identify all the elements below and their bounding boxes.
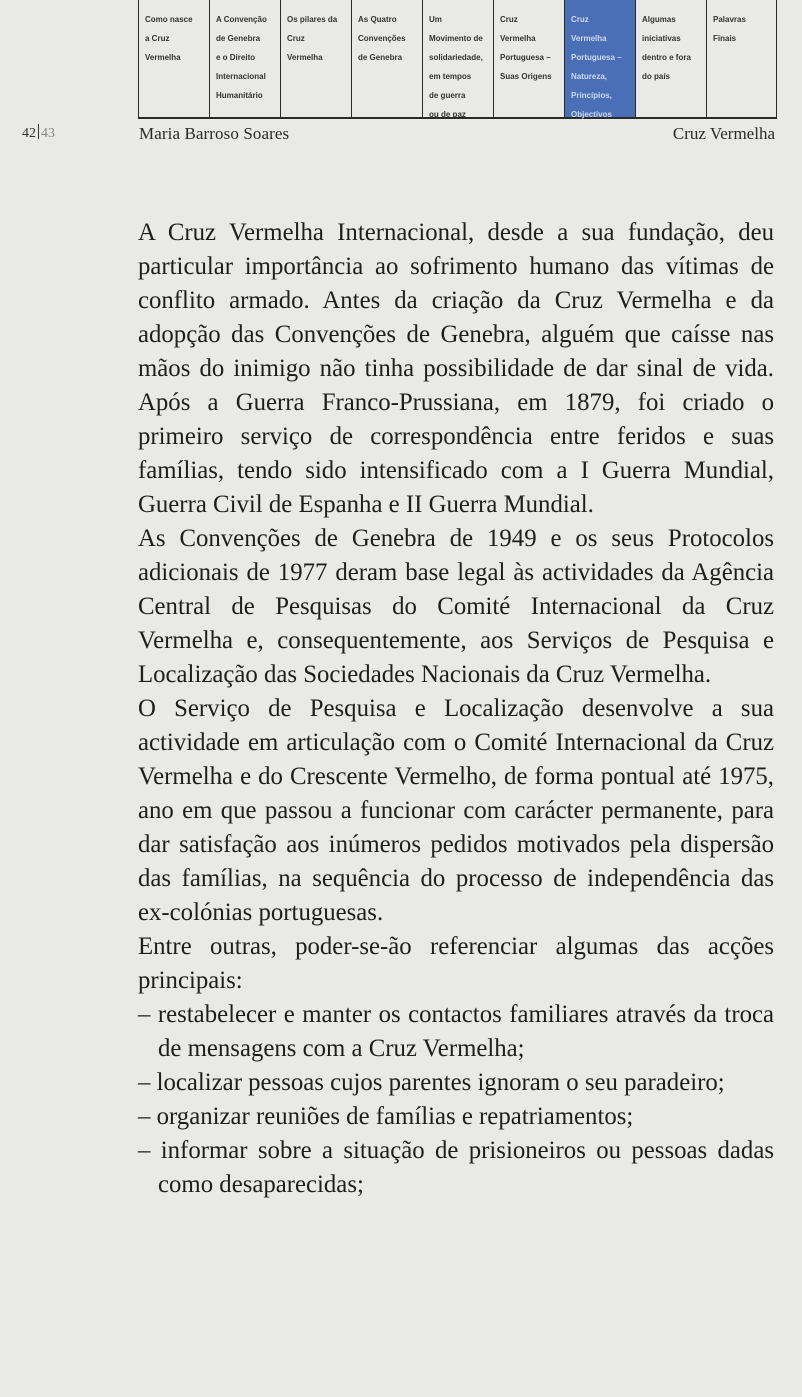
nav-tab-line: ou de paz [429, 110, 466, 119]
section-title: Cruz Vermelha [672, 124, 775, 143]
page-number-right: 43 [41, 126, 55, 141]
nav-tab-line: Natureza, [571, 72, 608, 81]
nav-tab-palavras-finais[interactable] [706, 0, 777, 117]
nav-tab-line: iniciativas [642, 34, 681, 43]
nav-tab-line: Cruz [571, 15, 589, 24]
nav-tab-line: Palavras [713, 15, 746, 24]
nav-tab-line: Princípios, [571, 91, 612, 100]
nav-tab-line: e o Direito [216, 53, 256, 62]
nav-tab-como-nasce[interactable] [138, 0, 209, 117]
nav-tab-origens[interactable] [493, 0, 564, 117]
nav-tab-line: em tempos [429, 72, 472, 81]
nav-tab-line: Vermelha [287, 53, 323, 62]
nav-tab-convencao-genebra[interactable] [209, 0, 280, 117]
nav-tab-line: Internacional [216, 72, 266, 81]
body-text [138, 216, 774, 1202]
nav-tab-line: Portuguesa – [571, 53, 622, 62]
page-number [22, 124, 55, 142]
list-item: – organizar reuniões de famílias e repatriamentos; [138, 1103, 634, 1130]
nav-tab-line: Objectivos [571, 110, 612, 119]
nav-tab-line: Cruz [500, 15, 518, 24]
nav-tab-line: Suas Origens [500, 72, 552, 81]
nav-tab-line: do país [642, 72, 671, 81]
nav-tab-line: Vermelha [571, 34, 607, 43]
nav-tab-line: Como nasce [145, 15, 193, 24]
nav-tab-line: Movimento de [429, 34, 483, 43]
author-name: Maria Barroso Soares [139, 124, 290, 143]
nav-tab-natureza-active[interactable] [564, 0, 635, 117]
paragraph: O Serviço de Pesquisa e Localização desenvolve a sua actividade em articulação com o Comité Internacional da Cruz Vermelha e do Crescente Vermelho, de forma pontual até 1975, ano em que passou a funcionar com carácter permanente, para dar satisfação aos inúmeros pedidos motivados pela dispersão das famílias, na sequência do processo de independência das ex-colónias portuguesas. [138, 695, 774, 926]
nav-tab-line: de Genebra [216, 34, 261, 43]
chapter-nav-table [138, 0, 777, 119]
nav-tab-line: Os pilares da [287, 15, 338, 24]
nav-tab-line: Humanitário [216, 91, 263, 100]
paragraph: Entre outras, poder-se-ão referenciar algumas das acções principais: [138, 933, 774, 994]
nav-tab-line: de guerra [429, 91, 466, 100]
nav-tab-line: As Quatro [358, 15, 397, 24]
nav-tab-pilares[interactable] [280, 0, 351, 117]
nav-tab-line: Vermelha [145, 53, 181, 62]
nav-tab-iniciativas[interactable] [635, 0, 706, 117]
nav-tab-line: A Convenção [216, 15, 267, 24]
paragraph: A Cruz Vermelha Internacional, desde a sua fundação, deu particular importância ao sofrimento humano das vítimas de conflito armado. Antes da criação da Cruz Vermelha e da adopção das Convenções de Genebra, alguém que caísse nas mãos do inimigo não tinha possibilidade de dar sinal de vida. Após a Guerra Franco-Prussiana, em 1879, foi criado o primeiro serviço de correspondência entre feridos e suas famílias, tendo sido intensificado com a I Guerra Mundial, Guerra Civil de Espanha e II Guerra Mundial. [138, 219, 774, 518]
nav-tab-line: solidariedade, [429, 53, 483, 62]
paragraph: As Convenções de Genebra de 1949 e os seus Protocolos adicionais de 1977 deram base legal às actividades da Agência Central de Pesquisas do Comité Internacional da Cruz Vermelha e, consequentemente, aos Serviços de Pesquisa e Localização das Sociedades Nacionais da Cruz Vermelha. [138, 525, 774, 688]
nav-tab-line: dentro e fora [642, 53, 691, 62]
nav-tab-line: Convenções [358, 34, 406, 43]
nav-tab-quatro-convencoes[interactable] [351, 0, 422, 117]
nav-tab-line: Vermelha [500, 34, 536, 43]
nav-tab-line: Algumas [642, 15, 676, 24]
page-number-left: 42 [22, 126, 36, 141]
nav-tab-line: de Genebra [358, 53, 403, 62]
nav-tab-line: Um [429, 15, 442, 24]
nav-tab-line: Portuguesa – [500, 53, 551, 62]
nav-tab-line: Finais [713, 34, 737, 43]
list-item: – restabelecer e manter os contactos familiares através da troca de mensagens com a Cruz Vermelha; [138, 1001, 774, 1062]
list-item: – localizar pessoas cujos parentes ignoram o seu paradeiro; [138, 1069, 725, 1096]
nav-tab-movimento-solidariedade[interactable] [422, 0, 493, 117]
list-item: – informar sobre a situação de prisioneiros ou pessoas dadas como desaparecidas; [138, 1137, 774, 1198]
page-number-divider [38, 124, 39, 139]
actions-list [138, 998, 774, 1202]
nav-tab-line: Cruz [287, 34, 305, 43]
nav-tab-line: a Cruz [145, 34, 170, 43]
